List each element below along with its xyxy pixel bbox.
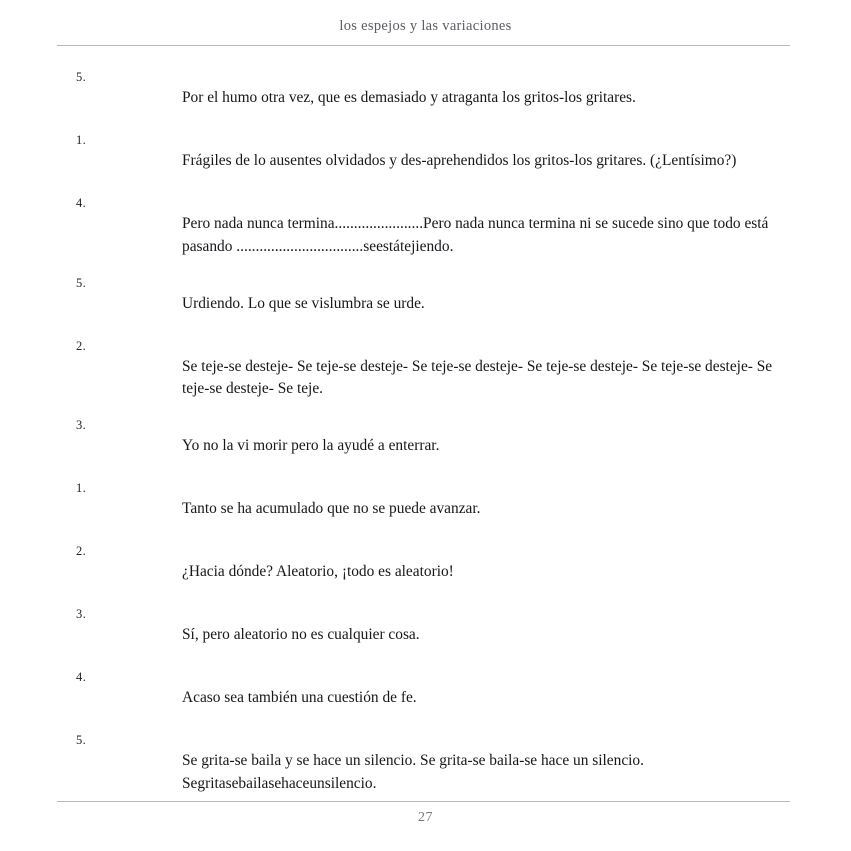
stanza [0,418,851,464]
stanza-text: Se teje-se desteje- Se teje-se desteje- Se teje-se desteje- Se teje-se desteje- Se teje-se desteje- Se teje-se desteje- Se teje. [182,357,773,398]
running-head: los espejos y las variaciones [339,18,512,34]
stanza [0,276,851,322]
speaker-number: 1. [76,481,87,496]
footer-rule [57,801,790,802]
speaker-number: 4. [76,670,87,685]
speaker-number: 1. [76,133,87,147]
stanza [0,481,851,527]
speaker-number: 5. [76,733,87,748]
speaker-number: 5. [76,70,87,84]
stanza-text: Pero nada nunca termina.......................Pero nada nunca termina ni se sucede sino que todo está pasando .................................seestátejiendo. [182,215,769,255]
stanza-text: Por el humo otra vez, que es demasiado y atraganta los gritos-los gritares. [182,89,636,106]
stanza-text: Se grita-se baila y se hace un silencio. Se grita-se baila-se hace un silencio. Segritasebailasehaceunsilencio. [182,752,644,792]
speaker-number: 2. [76,544,87,559]
stanza [0,607,851,653]
stanza [0,339,851,402]
stanza-text: Yo no la vi morir pero la ayudé a enterrar. [182,437,440,455]
stanza [0,733,851,796]
speaker-number: 3. [76,607,87,622]
speaker-number: 4. [76,196,87,210]
stanza [0,196,851,259]
stanza-text: ¿Hacia dónde? Aleatorio, ¡todo es aleatorio! [182,563,454,581]
speaker-number: 5. [76,275,87,290]
page-number: 27 [418,810,433,825]
speaker-number: 3. [76,418,87,433]
stanza [0,133,851,179]
stanza-text: Frágiles de lo ausentes olvidados y des-aprehendidos los gritos-los gritares. (¿Lentísimo?) [182,152,737,169]
stanza [0,544,851,590]
speaker-number: 2. [76,338,87,353]
stanza-text: Sí, pero aleatorio no es cualquier cosa. [182,626,420,644]
poem-body [0,70,851,813]
header-rule [57,45,790,46]
stanza-text: Urdiendo. Lo que se vislumbra se urde. [182,294,425,312]
stanza-text: Tanto se ha acumulado que no se puede avanzar. [182,500,481,518]
stanza [0,70,851,116]
stanza-text: Acaso sea también una cuestión de fe. [182,689,417,707]
stanza [0,670,851,716]
